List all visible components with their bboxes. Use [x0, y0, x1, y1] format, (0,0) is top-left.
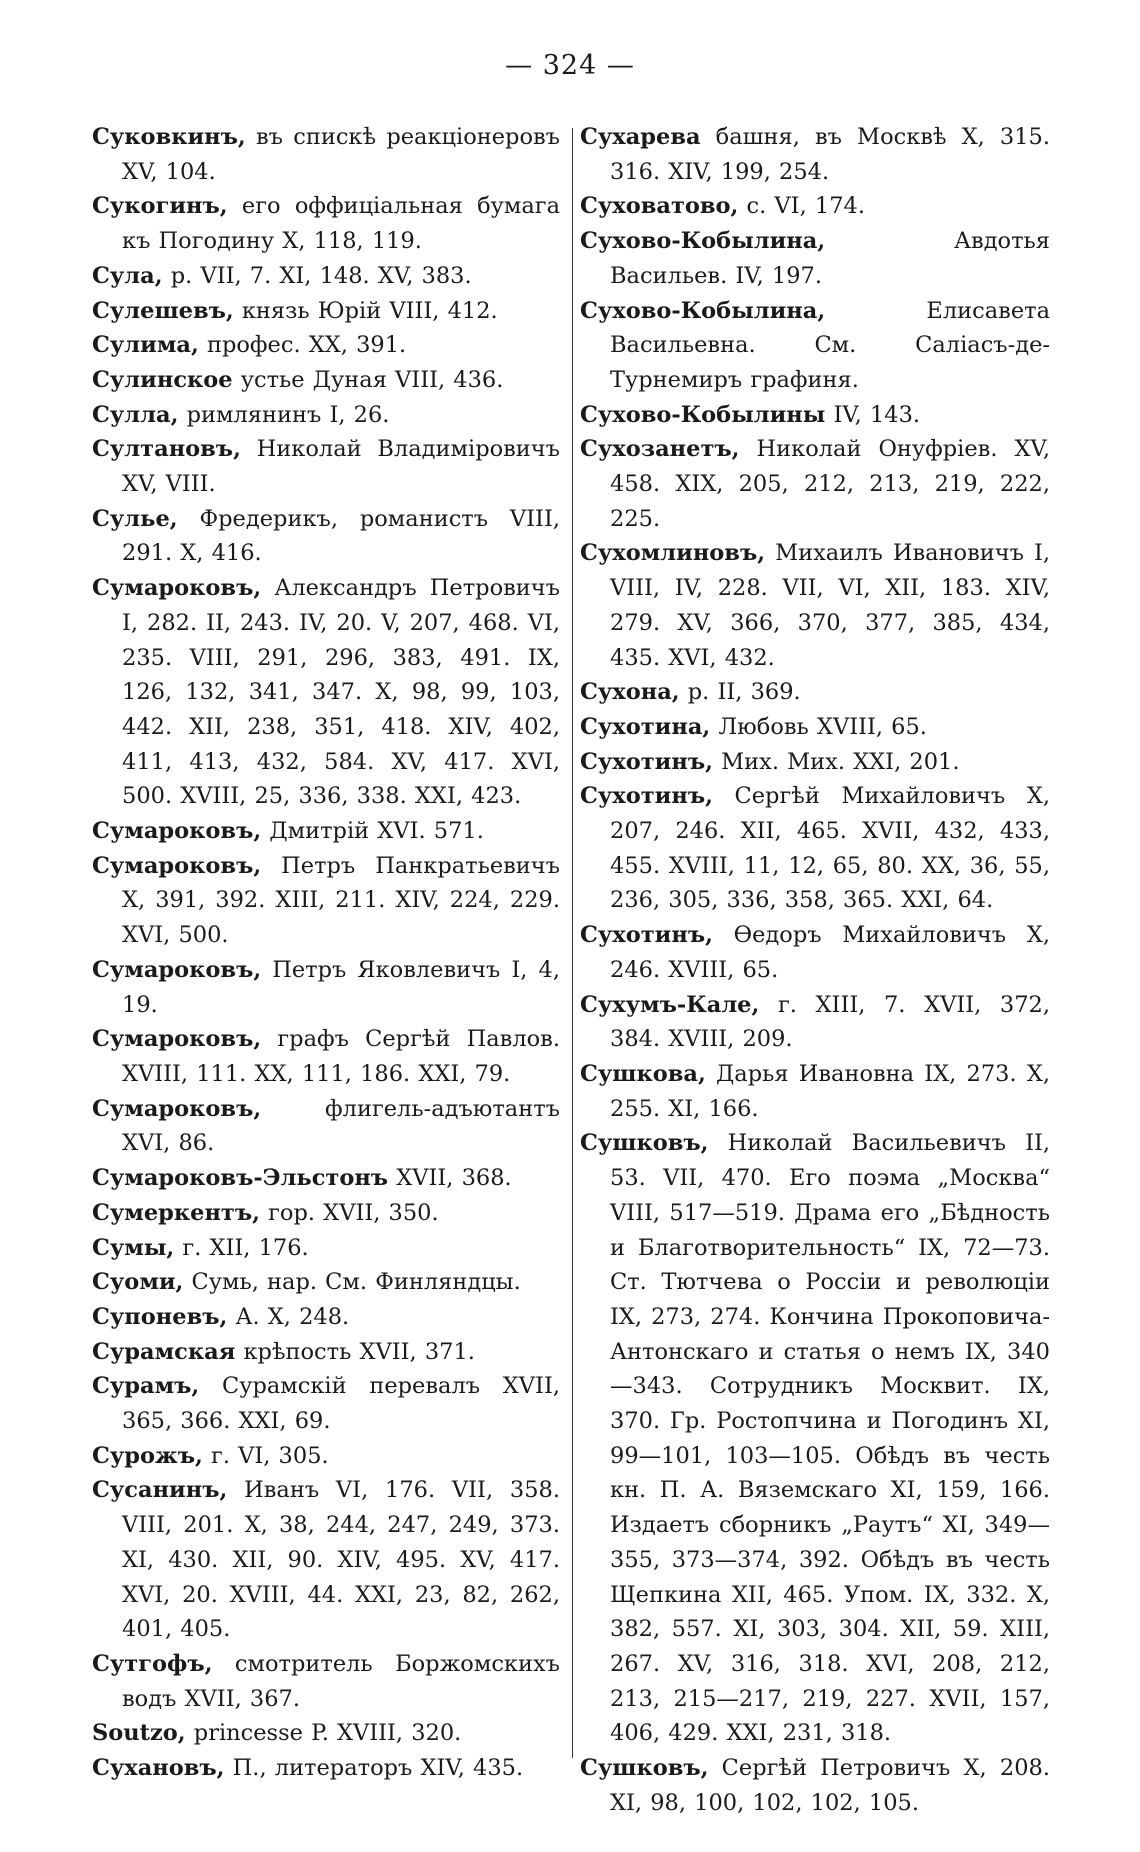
entry-headword: Сутгофъ, [92, 1650, 213, 1677]
entry-headword: Сумароковъ, [92, 818, 262, 845]
entry-references: крѣпость XVII, 371. [235, 1338, 475, 1365]
entry-headword: Султановъ, [92, 436, 241, 463]
entry-headword: Сушкова, [580, 1060, 706, 1087]
entry-headword: Сулешевъ, [92, 297, 234, 324]
entry-headword: Сухотинъ, [580, 922, 713, 949]
entry-references: Любовь XVIII, 65. [710, 713, 927, 740]
entry-references: Сергѣй Михайловичъ X, 207, 246. XII, 465. XVII, 432, 433, 455. XVIII, 11, 12, 65, 80. XX, 36, 55, 236, 305, 336, 358, 365. XXI, 64. [610, 783, 1050, 914]
index-entry [580, 988, 1050, 1057]
index-entry [92, 571, 560, 814]
entry-references: г. VI, 305. [202, 1442, 329, 1469]
index-entry [580, 1751, 1050, 1820]
index-entry [580, 432, 1050, 536]
entry-references: г. XII, 176. [174, 1234, 309, 1261]
entry-headword: Сумеркентъ, [92, 1199, 260, 1226]
entry-references: его оффиціальная бумага къ Погодину X, 118, 119. [122, 193, 560, 255]
entry-references: римлянинъ I, 26. [178, 401, 390, 428]
entry-references: Елисавета Васильевна. См. Саліасъ-де-Турнемиръ графиня. [610, 297, 1050, 393]
entry-references: Сумь, нар. См. Финляндцы. [183, 1269, 521, 1296]
entry-headword: Сухотина, [580, 713, 711, 740]
entry-headword: Супоневъ, [92, 1303, 228, 1330]
entry-references: князь Юрій VIII, 412. [233, 297, 498, 324]
entry-references: башня, въ Москвѣ X, 315. 316. XIV, 199, 254. [610, 124, 1050, 185]
entry-headword: Сумароковъ, [92, 852, 262, 879]
entry-references: смотритель Боржомскихъ водъ XVII, 367. [122, 1650, 560, 1712]
entry-headword: Сухово-Кобылина, [580, 228, 826, 255]
index-entry [92, 1300, 560, 1335]
index-entry [92, 1751, 560, 1786]
entry-headword: Сухотинъ, [580, 783, 713, 810]
index-entry [92, 1335, 560, 1370]
index-entry [92, 1196, 560, 1231]
index-entry [580, 918, 1050, 987]
index-entry [92, 502, 560, 571]
entry-headword: Сухумъ-Кале, [580, 991, 760, 1018]
entry-references: Николай Васильевичъ II, 53. VII, 470. Его поэма „Москва“ VIII, 517—519. Драма его „Бѣдность и Благотворительность“ IX, 72—73. Ст. Тютчева о Россіи и революціи IX, 273, 274. Кончина Прокоповича-Антонскаго и статья о немъ IX, 340—343. Сотрудникъ Москвит. IX, 370. Гр. Ростопчина и Погодинъ XI, 99—101, 103—105. Обѣдъ въ честь кн. П. А. Вяземскаго XI, 159, 166. Издаетъ сборникъ „Раутъ“ XI, 349—355, 373—374, 392. Обѣдъ въ честь Щепкина XII, 465. Упом. IX, 332. X, 382, 557. XI, 303, 304. XII, 59. XIII, 267. XV, 316, 318. XVI, 208, 212, 213, 215—217, 219, 227. XVII, 157, 406, 429. XXI, 231, 318. [610, 1130, 1050, 1747]
entry-headword: Сушковъ, [580, 1130, 709, 1157]
index-entry [92, 398, 560, 433]
entry-headword: Сухотинъ, [580, 748, 713, 775]
index-entry [580, 224, 1050, 293]
entry-references: princesse P. XVIII, 320. [185, 1720, 462, 1747]
entry-references: П., литераторъ XIV, 435. [224, 1755, 524, 1782]
index-entry [92, 1022, 560, 1091]
entry-headword: Сусанинъ, [92, 1477, 228, 1504]
index-entry [580, 710, 1050, 745]
index-entry [92, 1265, 560, 1300]
entry-headword: Сулима, [92, 332, 199, 359]
index-entry [92, 363, 560, 398]
entry-headword: Сурамъ, [92, 1373, 200, 1400]
entry-references: Дмитрій XVI. 571. [261, 818, 484, 845]
index-entry [92, 259, 560, 294]
page-number: — 324 — [505, 50, 635, 81]
index-entry [92, 849, 560, 953]
entry-references: устье Дуная VIII, 436. [232, 366, 504, 393]
column-divider [572, 128, 573, 1758]
entry-references: Ѳедоръ Михайловичъ X, 246. XVIII, 65. [610, 922, 1050, 983]
index-entry [580, 745, 1050, 780]
entry-headword: Сулинское [92, 366, 233, 393]
entry-references: Николай Онуфріев. XV, 458. XIX, 205, 212, 213, 219, 222, 225. [610, 436, 1050, 532]
entry-references: Петръ Панкратьевичъ X, 391, 392. XIII, 211. XIV, 224, 229. XVI, 500. [122, 852, 560, 949]
entry-headword: Сумы, [92, 1234, 175, 1261]
entry-references: р. II, 369. [679, 679, 801, 706]
entry-references: Петръ Яковлевичъ I, 4, 19. [122, 956, 560, 1018]
entry-headword: Сумароковъ, [92, 1026, 262, 1053]
index-entry [92, 1092, 560, 1161]
index-entry [92, 1369, 560, 1438]
index-entry [92, 120, 560, 189]
index-entry [92, 1231, 560, 1266]
entry-headword: Сурамская [92, 1338, 236, 1365]
index-entry [92, 1647, 560, 1716]
entry-headword: Сухона, [580, 679, 680, 706]
entry-headword: Сухозанетъ, [580, 436, 740, 463]
entry-references: А. X, 248. [227, 1303, 350, 1330]
entry-headword: Сумароковъ, [92, 1095, 262, 1122]
entry-references: гор. XVII, 350. [259, 1199, 439, 1226]
entry-references: Иванъ VI, 176. VII, 358. VIII, 201. X, 38, 244, 247, 249, 373. XI, 430. XII, 90. XIV, 495. XV, 417. XVI, 20. XVIII, 44. XXI, 23, 82, 262, 401, 405. [122, 1477, 560, 1643]
entry-references: Сурамскій перевалъ XVII, 365, 366. XXI, 69. [122, 1373, 560, 1435]
index-column-right [580, 120, 1050, 1820]
index-entry [92, 189, 560, 258]
entry-references: г. XIII, 7. XVII, 372, 384. XVIII, 209. [610, 991, 1050, 1053]
index-entry [92, 1473, 560, 1647]
entry-headword: Сулье, [92, 505, 178, 532]
entry-headword: Сухановъ, [92, 1755, 225, 1782]
entry-references: Николай Владиміровичъ XV, VIII. [122, 436, 560, 498]
entry-references: с. VI, 174. [738, 193, 865, 220]
entry-headword: Сухово-Кобылина, [580, 297, 826, 324]
index-entry [580, 294, 1050, 398]
index-entry [92, 294, 560, 329]
index-entry [580, 1126, 1050, 1751]
index-entry [92, 1716, 560, 1751]
entry-references: р. VII, 7. XI, 148. XV, 383. [162, 262, 472, 289]
entry-references: IV, 143. [825, 401, 921, 428]
entry-references: флигель-адъютантъ XVI, 86. [122, 1095, 560, 1157]
entry-headword: Сумароковъ-Эльстонъ [92, 1165, 389, 1192]
index-entry [92, 1439, 560, 1474]
entry-headword: Soutzo, [92, 1720, 186, 1747]
entry-headword: Сухово-Кобылины [580, 401, 826, 428]
index-entry [580, 120, 1050, 189]
entry-headword: Суоми, [92, 1269, 184, 1296]
entry-references: Дарья Ивановна IX, 273. X, 255. XI, 166. [610, 1060, 1050, 1122]
entry-headword: Сурожъ, [92, 1442, 203, 1469]
entry-headword: Сухомлиновъ, [580, 540, 766, 567]
entry-references: профес. XX, 391. [198, 332, 407, 359]
entry-references: Александръ Петровичъ I, 282. II, 243. IV, 20. V, 207, 468. VI, 235. VIII, 291, 296, 383, 491. IX, 126, 132, 341, 347. X, 98, 99, 103, 442. XII, 238, 351, 418. XIV, 402, 411, 413, 432, 584. XV, 417. XVI, 500. XVIII, 25, 336, 338. XXI, 423. [122, 575, 560, 810]
entry-headword: Сухарева [580, 124, 701, 150]
index-entry [580, 536, 1050, 675]
index-entry [92, 328, 560, 363]
index-entry [580, 1057, 1050, 1126]
entry-headword: Суховатово, [580, 193, 739, 220]
entry-headword: Сумароковъ, [92, 575, 262, 602]
entry-headword: Сушковъ, [580, 1755, 709, 1782]
entry-references: Авдотья Васильев. IV, 197. [610, 228, 1050, 289]
index-entry [580, 675, 1050, 710]
index-column-left [92, 120, 560, 1786]
entry-headword: Сумароковъ, [92, 956, 262, 983]
index-entry [580, 398, 1050, 433]
index-entry [92, 1161, 560, 1196]
entry-headword: Суковкинъ, [92, 124, 246, 150]
entry-headword: Сулла, [92, 401, 179, 428]
entry-references: графъ Сергѣй Павлов. XVIII, 111. XX, 111, 186. XXI, 79. [122, 1026, 560, 1087]
index-entry [580, 189, 1050, 224]
entry-references: XVII, 368. [388, 1165, 512, 1192]
index-entry [580, 779, 1050, 918]
entry-headword: Сукогинъ, [92, 193, 228, 220]
entry-references: Фредерикъ, романистъ VIII, 291. X, 416. [122, 505, 560, 567]
index-entry [92, 814, 560, 849]
index-entry [92, 432, 560, 501]
entry-references: Михаилъ Ивановичъ I, VIII, IV, 228. VII, VI, XII, 183. XIV, 279. XV, 366, 370, 377, 385, 434, 435. XVI, 432. [610, 540, 1050, 671]
entry-references: Мих. Мих. XXI, 201. [712, 748, 960, 775]
index-entry [92, 953, 560, 1022]
entry-references: въ спискѣ реакціонеровъ XV, 104. [122, 124, 560, 185]
entry-references: Сергѣй Петровичъ X, 208. XI, 98, 100, 102, 102, 105. [610, 1755, 1050, 1816]
entry-headword: Сула, [92, 262, 163, 289]
